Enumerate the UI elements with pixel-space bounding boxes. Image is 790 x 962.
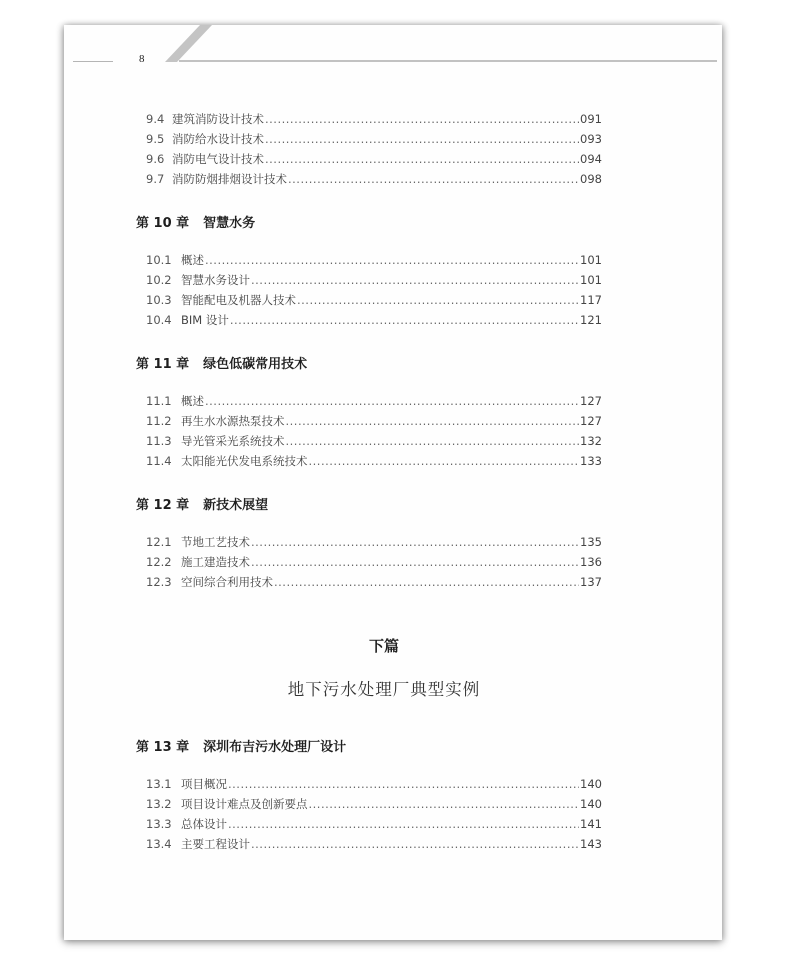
toc-entry[interactable] [146,776,602,794]
dot-leader [251,535,579,549]
toc-entry[interactable] [146,171,602,189]
header-rule-right [179,60,717,62]
entry-page: 094 [580,152,602,166]
toc-entry[interactable] [146,413,602,431]
entry-page: 143 [580,837,602,851]
toc-entry[interactable] [146,111,602,129]
entry-title: 建筑消防设计技术 [172,112,264,126]
toc-entry[interactable] [146,292,602,310]
part-title: 下篇 [368,637,399,655]
dot-leader [251,555,579,569]
chapter-heading[interactable] [136,212,255,231]
entry-title: 项目设计难点及创新要点 [181,797,308,811]
dot-leader [309,797,580,811]
entry-title: 项目概况 [181,777,227,791]
entry-page: 101 [580,253,602,267]
dot-leader [286,434,580,448]
entry-number: 9.7 [146,172,165,186]
header-rule-left [73,61,113,62]
chapter-heading[interactable] [136,494,268,513]
book-page [64,25,722,940]
entry-page: 140 [580,797,602,811]
toc-entry[interactable] [146,453,602,471]
entry-number: 12.2 [146,555,172,569]
entry-number: 11.4 [146,454,172,468]
entry-number: 9.6 [146,152,165,166]
dot-leader [265,152,579,166]
entry-number: 9.4 [146,112,165,126]
toc-entry[interactable] [146,151,602,169]
entry-title: 主要工程设计 [181,837,250,851]
entry-title: 节地工艺技术 [181,535,250,549]
dot-leader [288,172,579,186]
entry-page: 140 [580,777,602,791]
chapter-label: 第 13 章 [136,740,190,755]
entry-page: 132 [580,434,602,448]
dot-leader [309,454,580,468]
entry-title: 空间综合利用技术 [181,575,273,589]
entry-number: 10.1 [146,253,172,267]
toc-entry[interactable] [146,836,602,854]
dot-leader [228,777,579,791]
toc-entry[interactable] [146,796,602,814]
dot-leader [286,414,580,428]
dot-leader [230,313,579,327]
header-slash-decoration [164,25,224,63]
entry-page: 117 [580,293,602,307]
entry-title: 消防给水设计技术 [172,132,264,146]
entry-title: BIM 设计 [181,313,229,327]
toc-entry[interactable] [146,272,602,290]
entry-number: 13.1 [146,777,172,791]
entry-title: 导光管采光系统技术 [181,434,285,448]
entry-page: 133 [580,454,602,468]
entry-title: 概述 [181,394,204,408]
part-subtitle: 地下污水处理厂典型实例 [287,680,481,699]
dot-leader [265,132,579,146]
entry-title: 消防电气设计技术 [172,152,264,166]
toc-entry[interactable] [146,393,602,411]
entry-number: 13.4 [146,837,172,851]
dot-leader [228,817,579,831]
chapter-label: 第 12 章 [136,498,190,513]
entry-title: 总体设计 [181,817,227,831]
dot-leader [274,575,579,589]
chapter-title: 绿色低碳常用技术 [203,357,308,372]
entry-number: 12.1 [146,535,172,549]
entry-page: 127 [580,394,602,408]
dot-leader [205,394,579,408]
entry-number: 10.4 [146,313,172,327]
entry-title: 再生水水源热泵技术 [181,414,285,428]
chapter-heading[interactable] [136,736,346,755]
entry-page: 098 [580,172,602,186]
toc-entry[interactable] [146,131,602,149]
toc-entry[interactable] [146,312,602,330]
toc-entry[interactable] [146,433,602,451]
page-number: 8 [139,53,145,65]
entry-title: 概述 [181,253,204,267]
entry-page: 136 [580,555,602,569]
chapter-title: 智慧水务 [203,216,256,231]
toc-entry[interactable] [146,252,602,270]
entry-number: 11.3 [146,434,172,448]
entry-title: 智能配电及机器人技术 [181,293,296,307]
entry-title: 施工建造技术 [181,555,250,569]
entry-page: 135 [580,535,602,549]
entry-number: 10.2 [146,273,172,287]
entry-page: 141 [580,817,602,831]
chapter-title: 深圳布吉污水处理厂设计 [203,740,347,755]
entry-page: 121 [580,313,602,327]
entry-page: 091 [580,112,602,126]
entry-number: 13.2 [146,797,172,811]
toc-entry[interactable] [146,554,602,572]
entry-page: 093 [580,132,602,146]
chapter-label: 第 10 章 [136,216,190,231]
dot-leader [265,112,579,126]
toc-entry[interactable] [146,816,602,834]
entry-page: 101 [580,273,602,287]
dot-leader [251,837,579,851]
entry-title: 智慧水务设计 [181,273,250,287]
chapter-title: 新技术展望 [203,498,269,513]
entry-number: 11.2 [146,414,172,428]
entry-title: 消防防烟排烟设计技术 [172,172,287,186]
chapter-label: 第 11 章 [136,357,190,372]
dot-leader [297,293,579,307]
entry-number: 13.3 [146,817,172,831]
toc-entry[interactable] [146,534,602,552]
chapter-heading[interactable] [136,353,307,372]
entry-number: 11.1 [146,394,172,408]
entry-title: 太阳能光伏发电系统技术 [181,454,308,468]
entry-number: 9.5 [146,132,165,146]
dot-leader [251,273,579,287]
toc-entry[interactable] [146,574,602,592]
entry-page: 137 [580,575,602,589]
entry-number: 12.3 [146,575,172,589]
dot-leader [205,253,579,267]
entry-number: 10.3 [146,293,172,307]
entry-page: 127 [580,414,602,428]
